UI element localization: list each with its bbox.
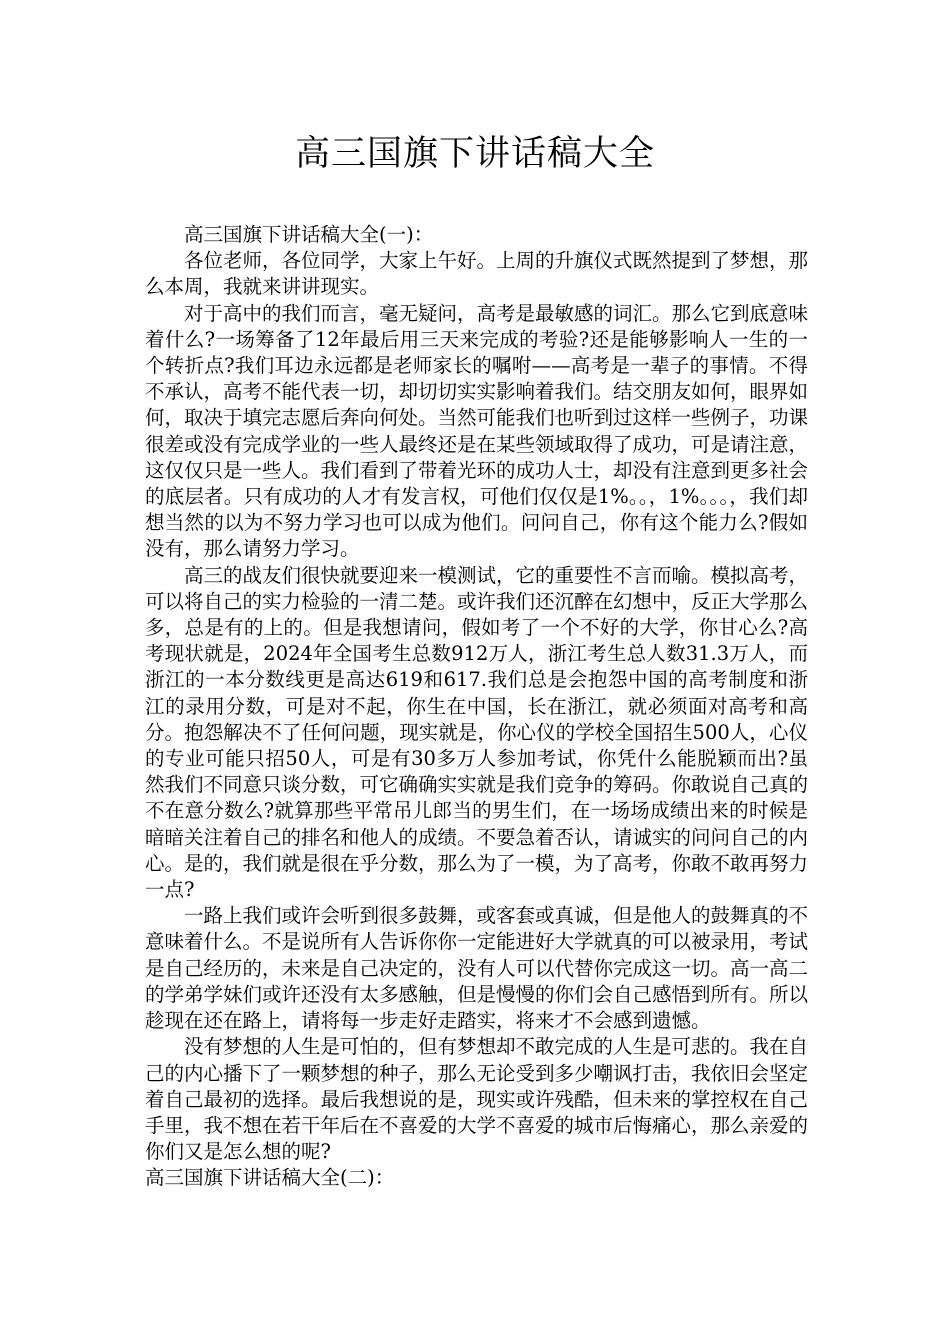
- paragraph-encouragement: 一路上我们或许会听到很多鼓舞，或客套或真诚，但是他人的鼓舞真的不意味着什么。不是说所有人告诉你你一定能进好大学就真的可以被录用，考试是自己经历的，未来是自己决定的，没有人可以代替你完成这一切。高一高二的学弟学妹们或许还没有太多感触，但是慢慢的你们会自己感悟到所有。所以趁现在还在路上，请将每一步走好走踏实，将来才不会感到遗憾。: [145, 904, 809, 1033]
- paragraph-dream: 没有梦想的人生是可怕的，但有梦想却不敢完成的人生是可悲的。我在自己的内心播下了一颗梦想的种子，那么无论受到多少嘲讽打击，我依旧会坚定着自己最初的选择。最后我想说的是，现实或许残酷，但未来的掌控权在自己手里，我不想在若干年后在不喜爱的大学不喜爱的城市后悔痛心，那么亲爱的你们又是怎么想的呢?: [145, 1035, 809, 1164]
- document-body: [145, 222, 808, 1192]
- document-title: 高三国旗下讲话稿大全: [294, 134, 655, 174]
- paragraph-greeting: 各位老师，各位同学，大家上午好。上周的升旗仪式既然提到了梦想，那么本周，我就来讲讲现实。: [145, 249, 809, 299]
- paragraph-mock-exam: 高三的战友们很快就要迎来一模测试，它的重要性不言而喻。模拟高考，可以将自己的实力检验的一清二楚。或许我们还沉醉在幻想中，反正大学那么多，总是有的上的。但是我想请问，假如考了一个不好的大学，你甘心么?高考现状就是，2024年全国考生总数912万人，浙江考生总人数31.3万人，而浙江的一本分数线更是高达619和617.我们总是会抱怨中国的高考制度和浙江的录用分数，可是对不起，你生在中国，长在浙江，就必须面对高考和高分。抱怨解决不了任何问题，现实就是，你心仪的学校全国招生500人，心仪的专业可能只招50人，可是有30多万人参加考试，你凭什么能脱颖而出?虽然我们不同意只谈分数，可它确确实实就是我们竞争的筹码。你敢说自己真的不在意分数么?就算那些平常吊儿郎当的男生们，在一场场成绩出来的时候是暗暗关注着自己的排名和他人的成绩。不要急着否认，请诚实的问问自己的内心。是的，我们就是很在乎分数，那么为了一模，为了高考，你敢不敢再努力一点?: [145, 563, 809, 902]
- section-heading-2: 高三国旗下讲话稿大全(二)：: [145, 1166, 395, 1190]
- section-heading-1: 高三国旗下讲话稿大全(一)：: [184, 223, 434, 246]
- paragraph-gaokao-meaning: 对于高中的我们而言，毫无疑问，高考是最敏感的词汇。那么它到底意味着什么?一场筹备了12年最后用三天来完成的考验?还是能够影响人一生的一个转折点?我们耳边永远都是老师家长的嘱咐——高考是一辈子的事情。不得不承认，高考不能代表一切，却切切实实影响着我们。结交朋友如何，眼界如何，取决于填完志愿后奔向何处。当然可能我们也听到过这样一些例子，功课很差或没有完成学业的一些人最终还是在某些领域取得了成功，可是请注意，这仅仅只是一些人。我们看到了带着光环的成功人士，却没有注意到更多社会的底层者。只有成功的人才有发言权，可他们仅仅是1%。。，1%。。。，我们却想当然的以为不努力学习也可以成为他们。问问自己，你有这个能力么?假如没有，那么请努力学习。: [145, 301, 809, 561]
